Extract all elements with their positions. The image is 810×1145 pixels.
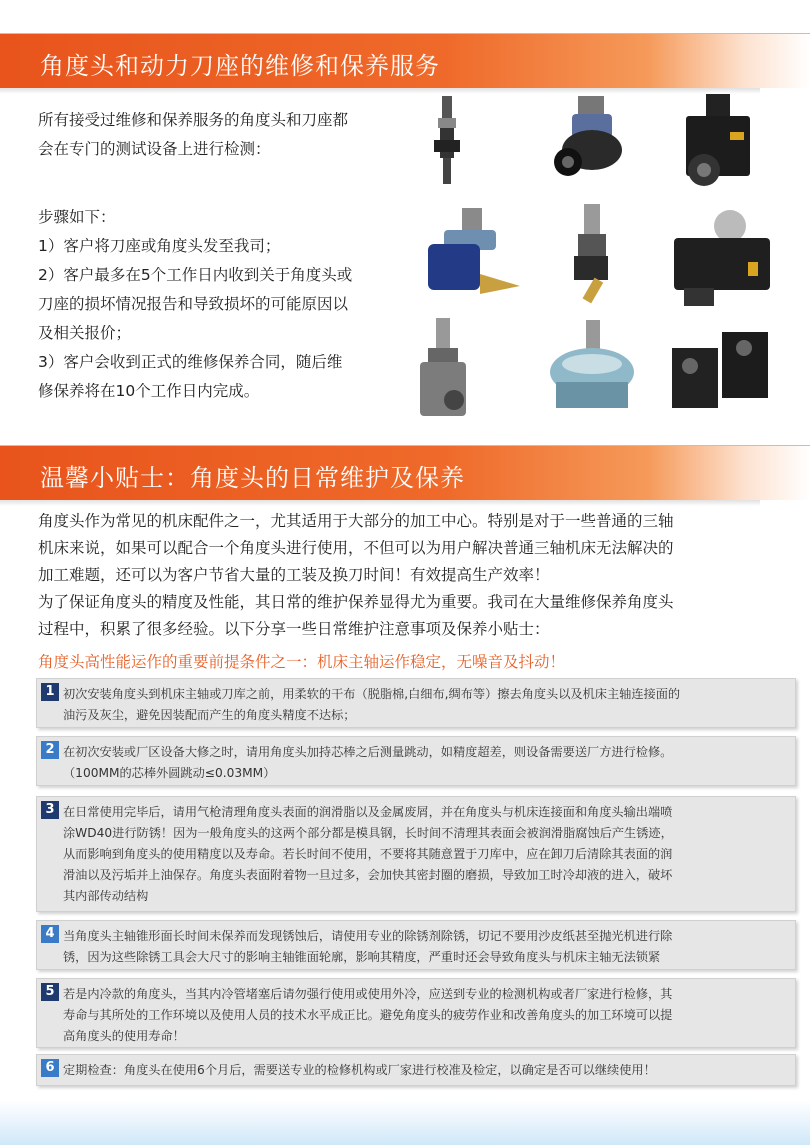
tip-box-1 [36,678,796,728]
tip-text: 在初次安装或厂区设备大修之时，请用角度头加持芯棒之后测量跳动，如精度超差，则设备需要送厂方进行检修。 （100MM的芯棒外圆跳动≤0.03MM） [63,745,673,780]
tip-number-badge: 6 [41,1059,59,1077]
step-line: 3）客户会收到正式的维修保养合同，随后维 [38,353,343,371]
tip-number-badge: 3 [41,801,59,819]
steps-heading: 步骤如下： [38,208,116,226]
angle-head-icon [534,92,650,196]
angle-head-vertical-icon [534,204,650,308]
step-line: 修保养将在10个工作日内完成。 [38,382,260,400]
multi-spindle-head-icon [534,318,650,422]
section2-paragraph: 角度头作为常见的机床配件之一，尤其适用于大部分的加工中心。特别是对于一些普通的三轴 机床来说，如果可以配合一个角度头进行使用，不但可以为用户解决普通三轴机床无法解决的 加工难题，还可以为客户节省大量的工装及换刀时间！有效提高生产效率！ 为了保证角度头的精度及性能，其日常的维护保养显得尤为重要。我司在大量维修保养角度头 过程中，积累了很多经验。以下分享一些日常维护注意事项及保养小贴士： [38,512,674,638]
tip-text: 定期检查：角度头在使用6个月后，需要送专业的检修机构或厂家进行校准及检定，以确定是否可以继续使用！ [63,1063,656,1077]
tip-number-badge: 1 [41,683,59,701]
highlight-text: 角度头高性能运作的重要前提条件之一：机床主轴运作稳定，无噪音及抖动！ [38,653,566,671]
step-line: 2）客户最多在5个工作日内收到关于角度头或 [38,266,353,284]
turret-holder-icon [660,204,776,308]
live-tool-block-icon [660,92,776,196]
tool-holder-icon [410,92,526,196]
tip-box-6 [36,1054,796,1086]
tip-number-badge: 4 [41,925,59,943]
step-line: 1）客户将刀座或角度头发至我司； [38,237,281,255]
section1-title: 角度头和动力刀座的维修和保养服务 [40,52,440,80]
tip-box-3 [36,796,796,912]
step-line: 刀座的损坏情况报告和导致损坏的可能原因以 [38,295,349,313]
angle-head-drill-icon [410,204,526,308]
tip-text: 若是内冷款的角度头，当其内冷管堵塞后请勿强行使用或使用外冷，应送到专业的检测机构或者厂家进行检修，其 寿命与其所处的工作环境以及使用人员的技术水平成正比。避免角度头的疲劳作业和改善角度头的加工环境可以提 高角度头的使用寿命！ [63,987,673,1043]
tip-text: 初次安装角度头到机床主轴或刀库之前，用柔软的干布（脱脂棉,白细布,绸布等）擦去角度头以及机床主轴连接面的 油污及灰尘，避免因装配而产生的角度头精度不达标； [63,687,681,722]
angle-head-compact-icon [410,318,526,422]
tip-box-2 [36,736,796,786]
section1-intro: 所有接受过维修和保养服务的角度头和刀座都 会在专门的测试设备上进行检测： [38,111,349,158]
section2-title: 温馨小贴士：角度头的日常维护及保养 [40,464,465,492]
section2-banner [0,445,810,500]
product-image-grid [410,92,790,437]
section1-banner [0,33,810,88]
tip-text: 当角度头主轴锥形面长时间未保养而发现锈蚀后，请使用专业的除锈剂除锈，切记不要用沙皮纸甚至抛光机进行除 锈，因为这些除锈工具会大尺寸的影响主轴锥面轮廓，影响其精度，严重时还会导致角度头与机床主轴无法锁紧 [63,929,673,964]
tip-box-5 [36,978,796,1048]
step-line: 及相关报价； [38,324,132,342]
twin-tool-block-icon [660,318,776,422]
tip-number-badge: 2 [41,741,59,759]
tip-text: 在日常使用完毕后，请用气枪清理角度头表面的润滑脂以及金属废屑，并在角度头与机床连接面和角度头输出端喷 涂WD40进行防锈！因为一般角度头的这两个部分都是模具钢，长时间不清理其表面会被润滑脂腐蚀后产生锈迹， 从而影响到角度头的使用精度以及寿命。若长时间不使用，不要将其随意置于刀库中，应在卸刀后清除其表面的润 滑油以及污垢并上油保存。角度头表面附着物一旦过多，会加快其密封圈的磨损，导致加工时冷却液的进入，破坏 其内部传动结构 [63,805,673,903]
footer-gradient [0,1100,810,1145]
tip-box-4 [36,920,796,970]
section1-steps [38,203,408,406]
tip-number-badge: 5 [41,983,59,1001]
